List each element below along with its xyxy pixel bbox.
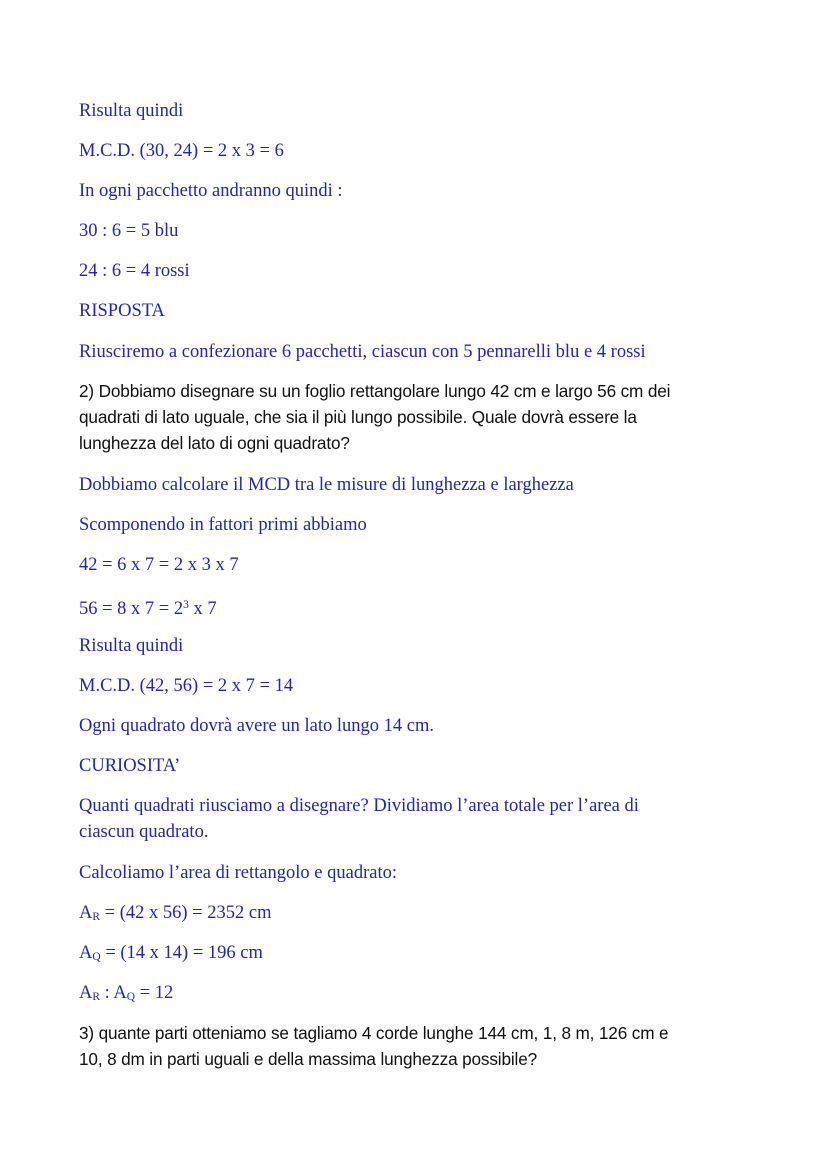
- subscript: R: [92, 991, 101, 1003]
- answer-heading: RISPOSTA: [79, 301, 165, 321]
- text-fragment: x 7: [188, 599, 217, 619]
- text-line: [79, 593, 217, 621]
- text-fragment: 56 = 8 x 7 = 2: [79, 599, 184, 619]
- formula-line: [79, 901, 271, 929]
- formula-line: [79, 941, 263, 969]
- text-line: Ogni quadrato dovrà avere un lato lungo 14 cm.: [79, 716, 434, 736]
- subscript: R: [92, 911, 101, 923]
- text-line: 24 : 6 = 4 rossi: [79, 261, 190, 281]
- curiosity-heading: CURIOSITA’: [79, 756, 181, 776]
- text-fragment: A: [79, 903, 93, 923]
- text-line: M.C.D. (42, 56) = 2 x 7 = 14: [79, 676, 294, 696]
- question-3-line: 10, 8 dm in parti uguali e della massima lunghezza possibile?: [79, 1049, 538, 1069]
- text-line: M.C.D. (30, 24) = 2 x 3 = 6: [79, 141, 284, 161]
- subscript: Q: [126, 991, 136, 1003]
- question-2-line: lunghezza del lato di ogni quadrato?: [79, 433, 350, 453]
- subscript: Q: [92, 951, 101, 963]
- exponent: 3: [183, 599, 189, 611]
- question-2-line: 2) Dobbiamo disegnare su un foglio rettangolare lungo 42 cm e largo 56 cm dei: [79, 381, 671, 401]
- text-fragment: = (14 x 14) = 196 cm: [100, 943, 263, 963]
- text-line: Risulta quindi: [79, 101, 184, 121]
- text-fragment: = (42 x 56) = 2352 cm: [100, 903, 272, 923]
- formula-line: [79, 981, 173, 1009]
- text-line: 30 : 6 = 5 blu: [79, 221, 179, 241]
- text-fragment: A: [79, 943, 93, 963]
- text-line: ciascun quadrato.: [79, 822, 209, 842]
- question-2-line: quadrati di lato uguale, che sia il più lungo possibile. Quale dovrà essere la: [79, 407, 637, 427]
- text-line: Calcoliamo l’area di rettangolo e quadrato:: [79, 863, 397, 883]
- text-line: In ogni pacchetto andranno quindi :: [79, 181, 343, 201]
- text-line: Dobbiamo calcolare il MCD tra le misure di lunghezza e larghezza: [79, 475, 574, 495]
- question-3-line: 3) quante parti otteniamo se tagliamo 4 corde lunghe 144 cm, 1, 8 m, 126 cm e: [79, 1023, 669, 1043]
- text-fragment: A: [79, 983, 93, 1003]
- text-line: 42 = 6 x 7 = 2 x 3 x 7: [79, 555, 239, 575]
- text-line: Quanti quadrati riusciamo a disegnare? Dividiamo l’area totale per l’area di: [79, 796, 639, 816]
- text-line: Risulta quindi: [79, 636, 184, 656]
- answer-text: Riusciremo a confezionare 6 pacchetti, ciascun con 5 pennarelli blu e 4 rossi: [79, 342, 646, 362]
- text-fragment: : A: [100, 983, 127, 1003]
- text-fragment: = 12: [135, 983, 174, 1003]
- text-line: Scomponendo in fattori primi abbiamo: [79, 515, 367, 535]
